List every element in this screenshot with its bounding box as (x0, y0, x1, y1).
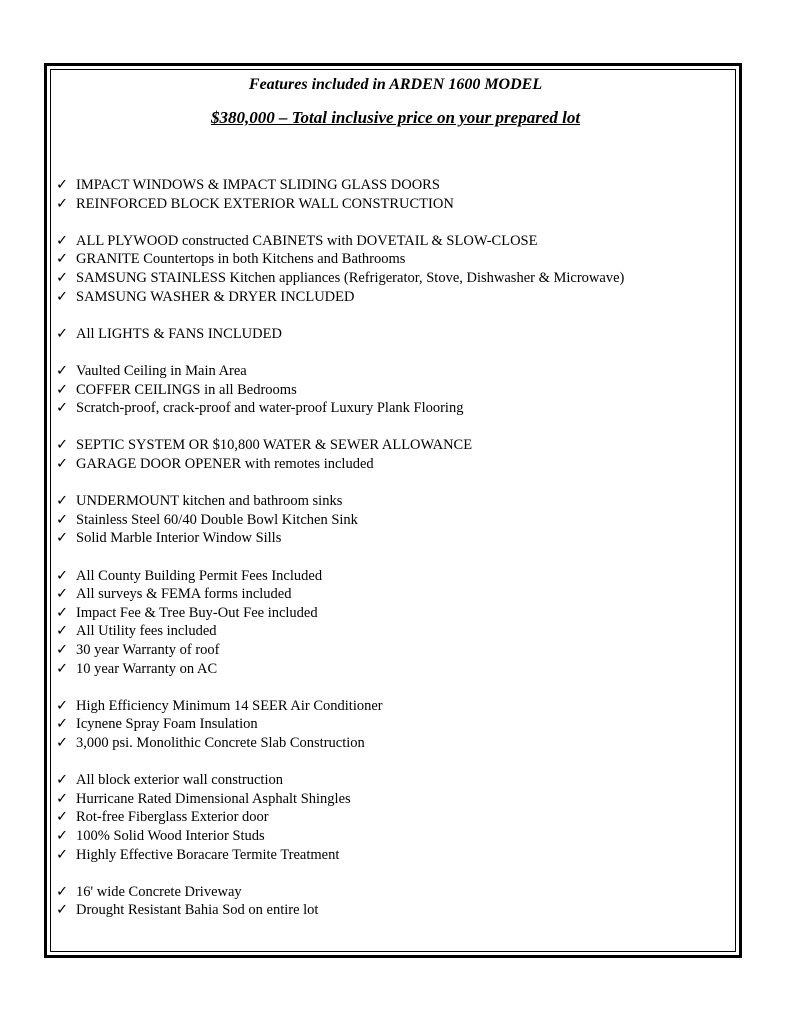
checkmark-icon: ✓ (56, 883, 69, 900)
feature-text: ALL PLYWOOD constructed CABINETS with DOVETAIL & SLOW-CLOSE (76, 232, 538, 249)
checkmark-icon: ✓ (56, 697, 69, 714)
checkmark-icon: ✓ (56, 586, 69, 603)
feature-item (56, 325, 282, 344)
feature-item (56, 288, 354, 307)
feature-item (56, 604, 318, 623)
feature-text: Impact Fee & Tree Buy-Out Fee included (76, 604, 318, 621)
feature-item (56, 622, 217, 641)
checkmark-icon: ✓ (56, 456, 69, 472)
feature-item (56, 827, 265, 846)
feature-item (56, 846, 339, 865)
checkmark-icon: ✓ (56, 902, 69, 919)
feature-text: GARAGE DOOR OPENER with remotes included (76, 456, 374, 472)
feature-text: 30 year Warranty of roof (76, 642, 220, 658)
feature-text: All Utility fees included (76, 623, 217, 640)
checkmark-icon: ✓ (56, 530, 69, 547)
feature-text: All LIGHTS & FANS INCLUDED (76, 325, 282, 342)
feature-item (56, 660, 217, 679)
feature-item (56, 771, 283, 790)
feature-text: All County Building Permit Fees Included (76, 567, 323, 584)
checkmark-icon: ✓ (56, 493, 69, 510)
checkmark-icon: ✓ (56, 195, 69, 212)
feature-item (56, 808, 269, 827)
feature-item (56, 362, 247, 381)
checkmark-icon: ✓ (56, 623, 69, 640)
feature-text: Hurricane Rated Dimensional Asphalt Shingles (76, 790, 351, 807)
feature-item (56, 436, 472, 455)
feature-text: 100% Solid Wood Interior Studs (76, 828, 265, 844)
feature-text: 10 year Warranty on AC (76, 660, 218, 677)
feature-text: Scratch-proof, crack-proof and water-proof Luxury Plank Flooring (76, 400, 464, 417)
price-heading: $380,000 – Total inclusive price on your prepared lot (210, 108, 581, 127)
feature-item (56, 195, 454, 214)
checkmark-icon: ✓ (56, 270, 69, 286)
feature-item (56, 901, 318, 920)
feature-item (56, 232, 537, 251)
checkmark-icon: ✓ (56, 288, 69, 305)
feature-text: Solid Marble Interior Window Sills (76, 530, 282, 547)
checkmark-icon: ✓ (56, 828, 69, 844)
feature-item (56, 697, 383, 716)
feature-item (56, 455, 374, 474)
feature-item (56, 269, 624, 288)
feature-text: Icynene Spray Foam Insulation (76, 716, 258, 733)
feature-text: SAMSUNG STAINLESS Kitchen appliances (Refrigerator, Stove, Dishwasher & Microwave) (76, 270, 625, 286)
checkmark-icon: ✓ (56, 567, 69, 584)
feature-item (56, 511, 358, 530)
feature-text: 16' wide Concrete Driveway (76, 883, 242, 900)
checkmark-icon: ✓ (56, 177, 69, 193)
checkmark-icon: ✓ (56, 251, 69, 268)
checkmark-icon: ✓ (56, 790, 69, 807)
feature-item (56, 734, 365, 753)
feature-text: High Efficiency Minimum 14 SEER Air Conditioner (76, 697, 383, 714)
checkmark-icon: ✓ (56, 604, 69, 621)
checkmark-icon: ✓ (56, 232, 69, 249)
feature-text: IMPACT WINDOWS & IMPACT SLIDING GLASS DOORS (76, 177, 440, 193)
checkmark-icon: ✓ (56, 437, 69, 454)
feature-item (56, 176, 440, 195)
checkmark-icon: ✓ (56, 735, 69, 751)
feature-item (56, 381, 297, 400)
feature-text: GRANITE Countertops in both Kitchens and Bathrooms (76, 251, 406, 268)
feature-text: All block exterior wall construction (76, 772, 283, 789)
feature-item (56, 715, 258, 734)
feature-text: SAMSUNG WASHER & DRYER INCLUDED (76, 288, 355, 305)
checkmark-icon: ✓ (56, 772, 69, 789)
checkmark-icon: ✓ (56, 511, 69, 528)
checkmark-icon: ✓ (56, 716, 69, 733)
document-title: Features included in ARDEN 1600 MODEL (248, 76, 543, 93)
feature-text: UNDERMOUNT kitchen and bathroom sinks (76, 493, 343, 510)
feature-item (56, 529, 281, 548)
feature-item (56, 790, 351, 809)
feature-text: SEPTIC SYSTEM OR $10,800 WATER & SEWER ALLOWANCE (76, 437, 473, 454)
checkmark-icon: ✓ (56, 846, 69, 863)
checkmark-icon: ✓ (56, 660, 69, 677)
feature-text: REINFORCED BLOCK EXTERIOR WALL CONSTRUCTION (76, 195, 454, 212)
feature-item (56, 250, 405, 269)
checkmark-icon: ✓ (56, 325, 69, 342)
feature-item (56, 585, 291, 604)
feature-item (56, 399, 463, 418)
feature-text: Rot-free Fiberglass Exterior door (76, 809, 269, 826)
feature-text: 3,000 psi. Monolithic Concrete Slab Construction (76, 735, 365, 751)
checkmark-icon: ✓ (56, 400, 69, 417)
checkmark-icon: ✓ (56, 642, 69, 658)
feature-text: COFFER CEILINGS in all Bedrooms (76, 381, 297, 398)
feature-text: Drought Resistant Bahia Sod on entire lot (76, 902, 319, 919)
checkmark-icon: ✓ (56, 809, 69, 826)
feature-item (56, 883, 242, 902)
checkmark-icon: ✓ (56, 363, 69, 379)
feature-text: Highly Effective Boracare Termite Treatment (76, 846, 340, 863)
feature-text: Stainless Steel 60/40 Double Bowl Kitchen Sink (76, 511, 358, 528)
feature-item (56, 567, 322, 586)
feature-text: All surveys & FEMA forms included (76, 586, 292, 603)
feature-item (56, 641, 220, 660)
feature-text: Vaulted Ceiling in Main Area (76, 363, 247, 379)
feature-item (56, 492, 342, 511)
checkmark-icon: ✓ (56, 381, 69, 398)
